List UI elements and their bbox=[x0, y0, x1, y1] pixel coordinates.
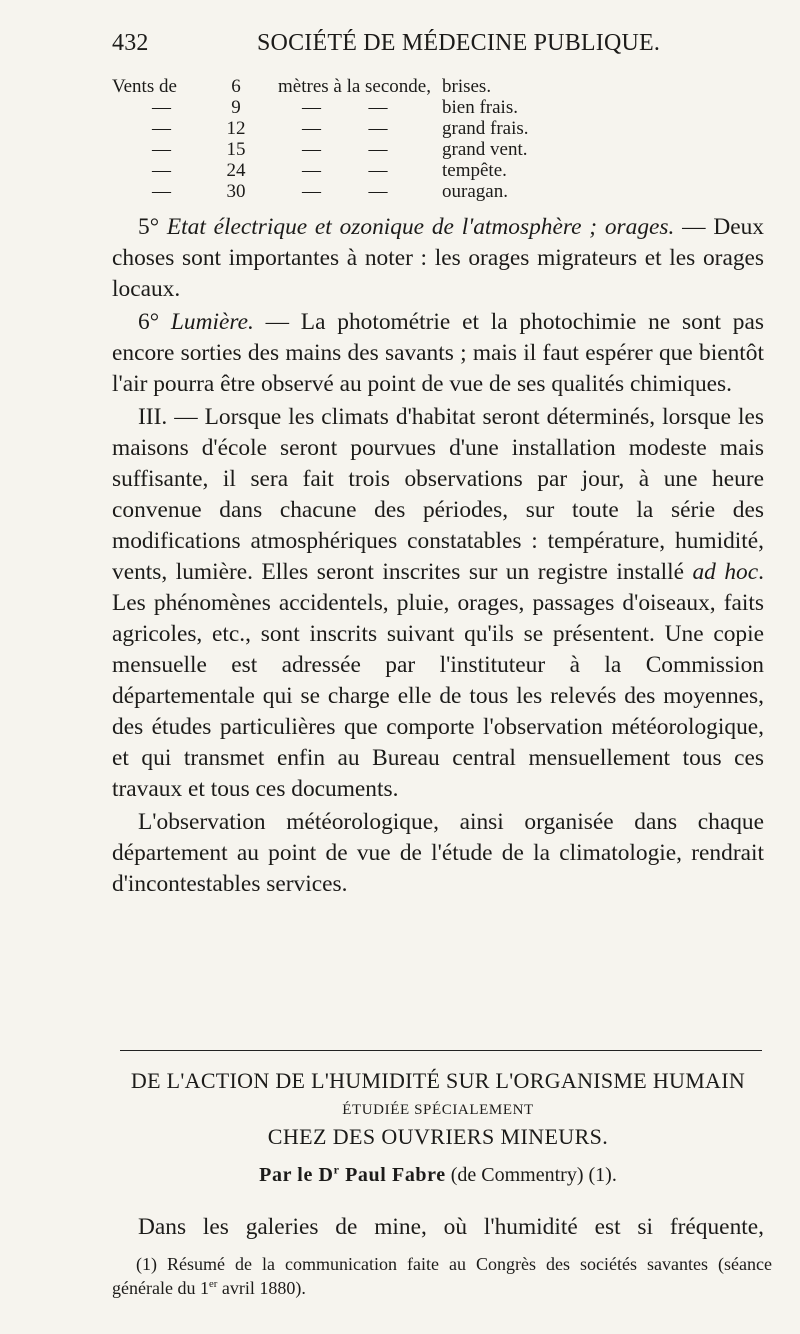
wind-desc: brises. bbox=[442, 76, 492, 97]
wind-desc: bien frais. bbox=[442, 97, 518, 118]
author-name: Paul Fabre bbox=[339, 1164, 446, 1186]
article-subtitle: ÉTUDIÉE SPÉCIALEMENT bbox=[342, 1102, 534, 1118]
wind-unit: — — bbox=[302, 118, 388, 139]
author-affiliation: (de Commentry) (1). bbox=[445, 1164, 617, 1186]
article-author bbox=[112, 1160, 764, 1190]
article-heading bbox=[112, 1066, 764, 1190]
wind-unit: — — bbox=[302, 160, 388, 181]
section-number: 6° bbox=[138, 309, 160, 335]
wind-row bbox=[112, 118, 632, 139]
wind-value: 9 bbox=[231, 97, 241, 118]
wind-row bbox=[112, 97, 632, 118]
wind-label: — bbox=[152, 160, 171, 181]
wind-row bbox=[112, 181, 632, 202]
wind-desc: grand frais. bbox=[442, 118, 529, 139]
section-number: 5° bbox=[138, 214, 160, 240]
running-title: SOCIÉTÉ DE MÉDECINE PUBLIQUE. bbox=[257, 30, 661, 56]
dash: — bbox=[674, 214, 706, 240]
paragraph-electric bbox=[112, 212, 764, 305]
wind-desc: grand vent. bbox=[442, 139, 528, 160]
wind-unit: — — bbox=[302, 181, 388, 202]
wind-table bbox=[112, 76, 632, 202]
main-text bbox=[112, 212, 764, 900]
footnote-end: avril 1880). bbox=[217, 1278, 306, 1298]
wind-value: 6 bbox=[231, 76, 241, 97]
wind-value: 15 bbox=[226, 139, 246, 160]
wind-value: 30 bbox=[226, 181, 246, 202]
paragraph-conclusion: L'observation météorologique, ainsi organisée dans chaque département au point de vue de l'étude de la climatologie, rendrait d'incontestables services. bbox=[112, 809, 764, 897]
section-text: Deux choses sont importantes à noter : les orages migrateurs et les orages locaux. bbox=[112, 214, 764, 302]
italic-phrase: ad hoc bbox=[692, 559, 759, 585]
wind-label: — bbox=[152, 181, 171, 202]
paragraph-observations bbox=[112, 402, 764, 805]
section-text: . Les phénomènes accidentels, pluie, orages, passages d'oiseaux, faits agricoles, etc., sont inscrits suivant qu'ils se présentent. Une copie mensuelle est adressée par l'instituteur à la Commission départementale qui se charge elle de tous les relevés des moyennes, des études particulières que comporte l'observation météorologique, et qui transmet enfin au Bureau central mensuellement tous ces travaux et tous ces documents. bbox=[112, 559, 764, 802]
section-divider bbox=[120, 1050, 762, 1051]
article-first-line: Dans les galeries de mine, où l'humidité est si fréquente, bbox=[138, 1214, 764, 1240]
wind-unit: — — bbox=[302, 139, 388, 160]
article-title-line3: CHEZ DES OUVRIERS MINEURS. bbox=[267, 1124, 609, 1149]
article-title: DE L'ACTION DE L'HUMIDITÉ SUR L'ORGANISME HUMAIN bbox=[130, 1068, 746, 1093]
wind-label: Vents de bbox=[112, 76, 177, 97]
wind-unit: — — bbox=[302, 97, 388, 118]
section-title: Etat électrique et ozonique de l'atmosphère ; orages. bbox=[166, 214, 675, 240]
page-number: 432 bbox=[112, 30, 149, 56]
wind-label: — bbox=[152, 139, 171, 160]
wind-row bbox=[112, 139, 632, 160]
article-text bbox=[112, 1212, 764, 1243]
wind-unit: mètres à la seconde, bbox=[278, 76, 431, 97]
paragraph-light bbox=[112, 307, 764, 400]
wind-value: 12 bbox=[226, 118, 246, 139]
author-sup: r bbox=[333, 1162, 340, 1177]
wind-label: — bbox=[152, 118, 171, 139]
wind-value: 24 bbox=[226, 160, 246, 181]
section-title: Lumière. bbox=[170, 309, 254, 335]
footnote bbox=[112, 1252, 772, 1300]
author-prefix: Par le D bbox=[259, 1164, 334, 1186]
wind-row bbox=[112, 160, 632, 181]
section-text: — La photométrie et la photochimie ne sont pas encore sorties des mains des savants ; mais il faut espérer que bientôt l'air pourra être observé au point de vue de ses qualités chimiques. bbox=[112, 309, 764, 397]
footnote-main: (1) Résumé de la communication faite au Congrès des sociétés savantes (séance générale du 1 bbox=[112, 1254, 772, 1298]
wind-label: — bbox=[152, 97, 171, 118]
footnote-text bbox=[112, 1252, 772, 1300]
wind-row bbox=[112, 76, 632, 97]
section-text: III. — Lorsque les climats d'habitat seront déterminés, lorsque les maisons d'école seront pourvues d'une installation modeste mais suffisante, il sera fait trois observations par jour, à une heure convenue dans chacune des périodes, sur toute la série des modifications atmosphériques constatables : température, humidité, vents, lumière. Elles seront inscrites sur un registre installé bbox=[112, 404, 764, 585]
wind-desc: ouragan. bbox=[442, 181, 508, 202]
footnote-sup: er bbox=[208, 1278, 218, 1290]
wind-desc: tempête. bbox=[442, 160, 507, 181]
